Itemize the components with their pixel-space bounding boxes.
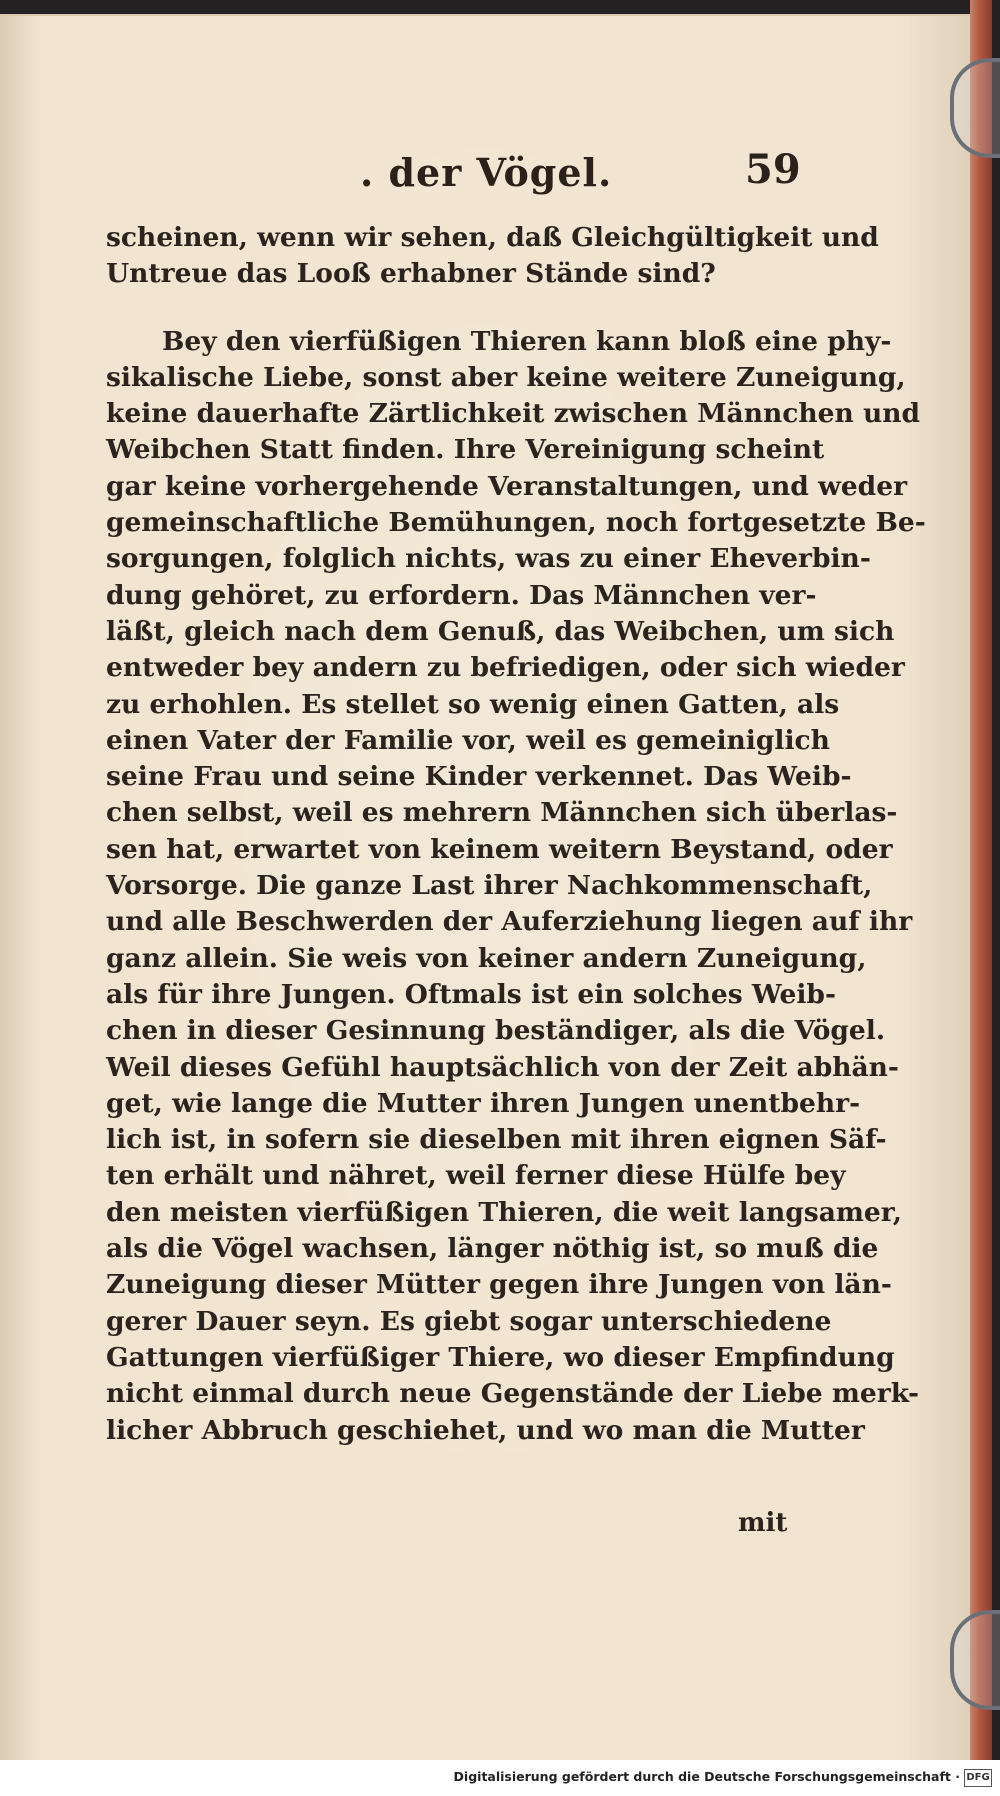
text-line: sorgungen, folglich nichts, was zu einer Eheverbin-	[106, 543, 871, 575]
text-line: Weibchen Statt finden. Ihre Vereinigung scheint	[106, 434, 825, 466]
text-line: keine dauerhafte Zärtlichkeit zwischen Männchen und	[106, 398, 921, 430]
text-line: Untreue das Looß erhabner Stände sind?	[106, 258, 716, 290]
text-line: einen Vater der Familie vor, weil es gemeiniglich	[106, 724, 830, 756]
running-head	[0, 146, 970, 206]
text-line: ganz allein. Sie weis von keiner andern Zuneigung,	[106, 942, 867, 974]
text-line: gar keine vorhergehende Veranstaltungen, und weder	[106, 470, 908, 502]
text-line: scheinen, wenn wir sehen, daß Gleichgültigkeit und	[106, 222, 879, 253]
paragraph-gap	[106, 293, 794, 324]
text-line: nicht einmal durch neue Gegenstände der Liebe merk-	[106, 1378, 920, 1410]
text-line: licher Abbruch geschiehet, und wo man die Mutter	[106, 1414, 865, 1446]
text-line: und alle Beschwerden der Auferziehung liegen auf ihr	[106, 906, 913, 938]
text-line: chen in dieser Gesinnung beständiger, als die Vögel.	[106, 1015, 886, 1047]
text-line: gerer Dauer seyn. Es giebt sogar unterschiedene	[106, 1305, 832, 1337]
text-line: Vorsorge. Die ganze Last ihrer Nachkommenschaft,	[106, 870, 873, 902]
catchword: mit	[738, 1508, 788, 1538]
text-line: entweder bey andern zu befriedigen, oder sich wieder	[106, 652, 905, 684]
text-line: Weil dieses Gefühl hauptsächlich von der Zeit abhän-	[106, 1051, 899, 1083]
dfg-logo-icon: DFG	[964, 1769, 992, 1787]
text-line: get, wie lange die Mutter ihren Jungen unentbehr-	[106, 1087, 861, 1119]
text-line: sikalische Liebe, sonst aber keine weitere Zuneigung,	[106, 361, 906, 393]
book-edge	[970, 0, 992, 1760]
text-line: den meisten vierfüßigen Thieren, die weit langsamer,	[106, 1196, 903, 1228]
text-line: als die Vögel wachsen, länger nöthig ist, so muß die	[106, 1233, 879, 1265]
text-line: als für ihre Jungen. Oftmals ist ein solches Weib-	[106, 978, 836, 1010]
digitization-footer	[0, 1760, 1000, 1796]
text-line: gemeinschaftliche Bemühungen, noch fortgesetzte Be-	[106, 507, 926, 539]
book-page	[0, 14, 970, 1762]
text-line: zu erhohlen. Es stellet so wenig einen Gatten, als	[106, 688, 840, 720]
running-head-title: . der Vögel.	[360, 150, 613, 195]
text-line: Zuneigung dieser Mütter gegen ihre Jungen von län-	[106, 1269, 892, 1301]
text-line: Gattungen vierfüßiger Thiere, wo dieser Empfindung	[106, 1341, 895, 1373]
text-line: dung gehöret, zu erfordern. Das Männchen ver-	[106, 579, 817, 611]
page-number: 59	[745, 146, 801, 193]
text-line: läßt, gleich nach dem Genuß, das Weibchen, um sich	[106, 615, 895, 647]
text-line: sen hat, erwartet von keinem weitern Beystand, oder	[106, 833, 893, 865]
text-line: seine Frau und seine Kinder verkennet. Das Weib-	[106, 761, 852, 793]
funding-credit: Digitalisierung gefördert durch die Deutsche Forschungsgemeinschaft ·	[453, 1769, 960, 1784]
body-text	[106, 220, 926, 1449]
text-line: Bey den vierfüßigen Thieren kann bloß eine phy-	[162, 325, 892, 357]
text-line: chen selbst, weil es mehrern Männchen sich überlas-	[106, 797, 898, 829]
text-line: lich ist, in sofern sie dieselben mit ihren eignen Säf-	[106, 1124, 887, 1156]
text-line: ten erhält und nähret, weil ferner diese Hülfe bey	[106, 1160, 846, 1192]
